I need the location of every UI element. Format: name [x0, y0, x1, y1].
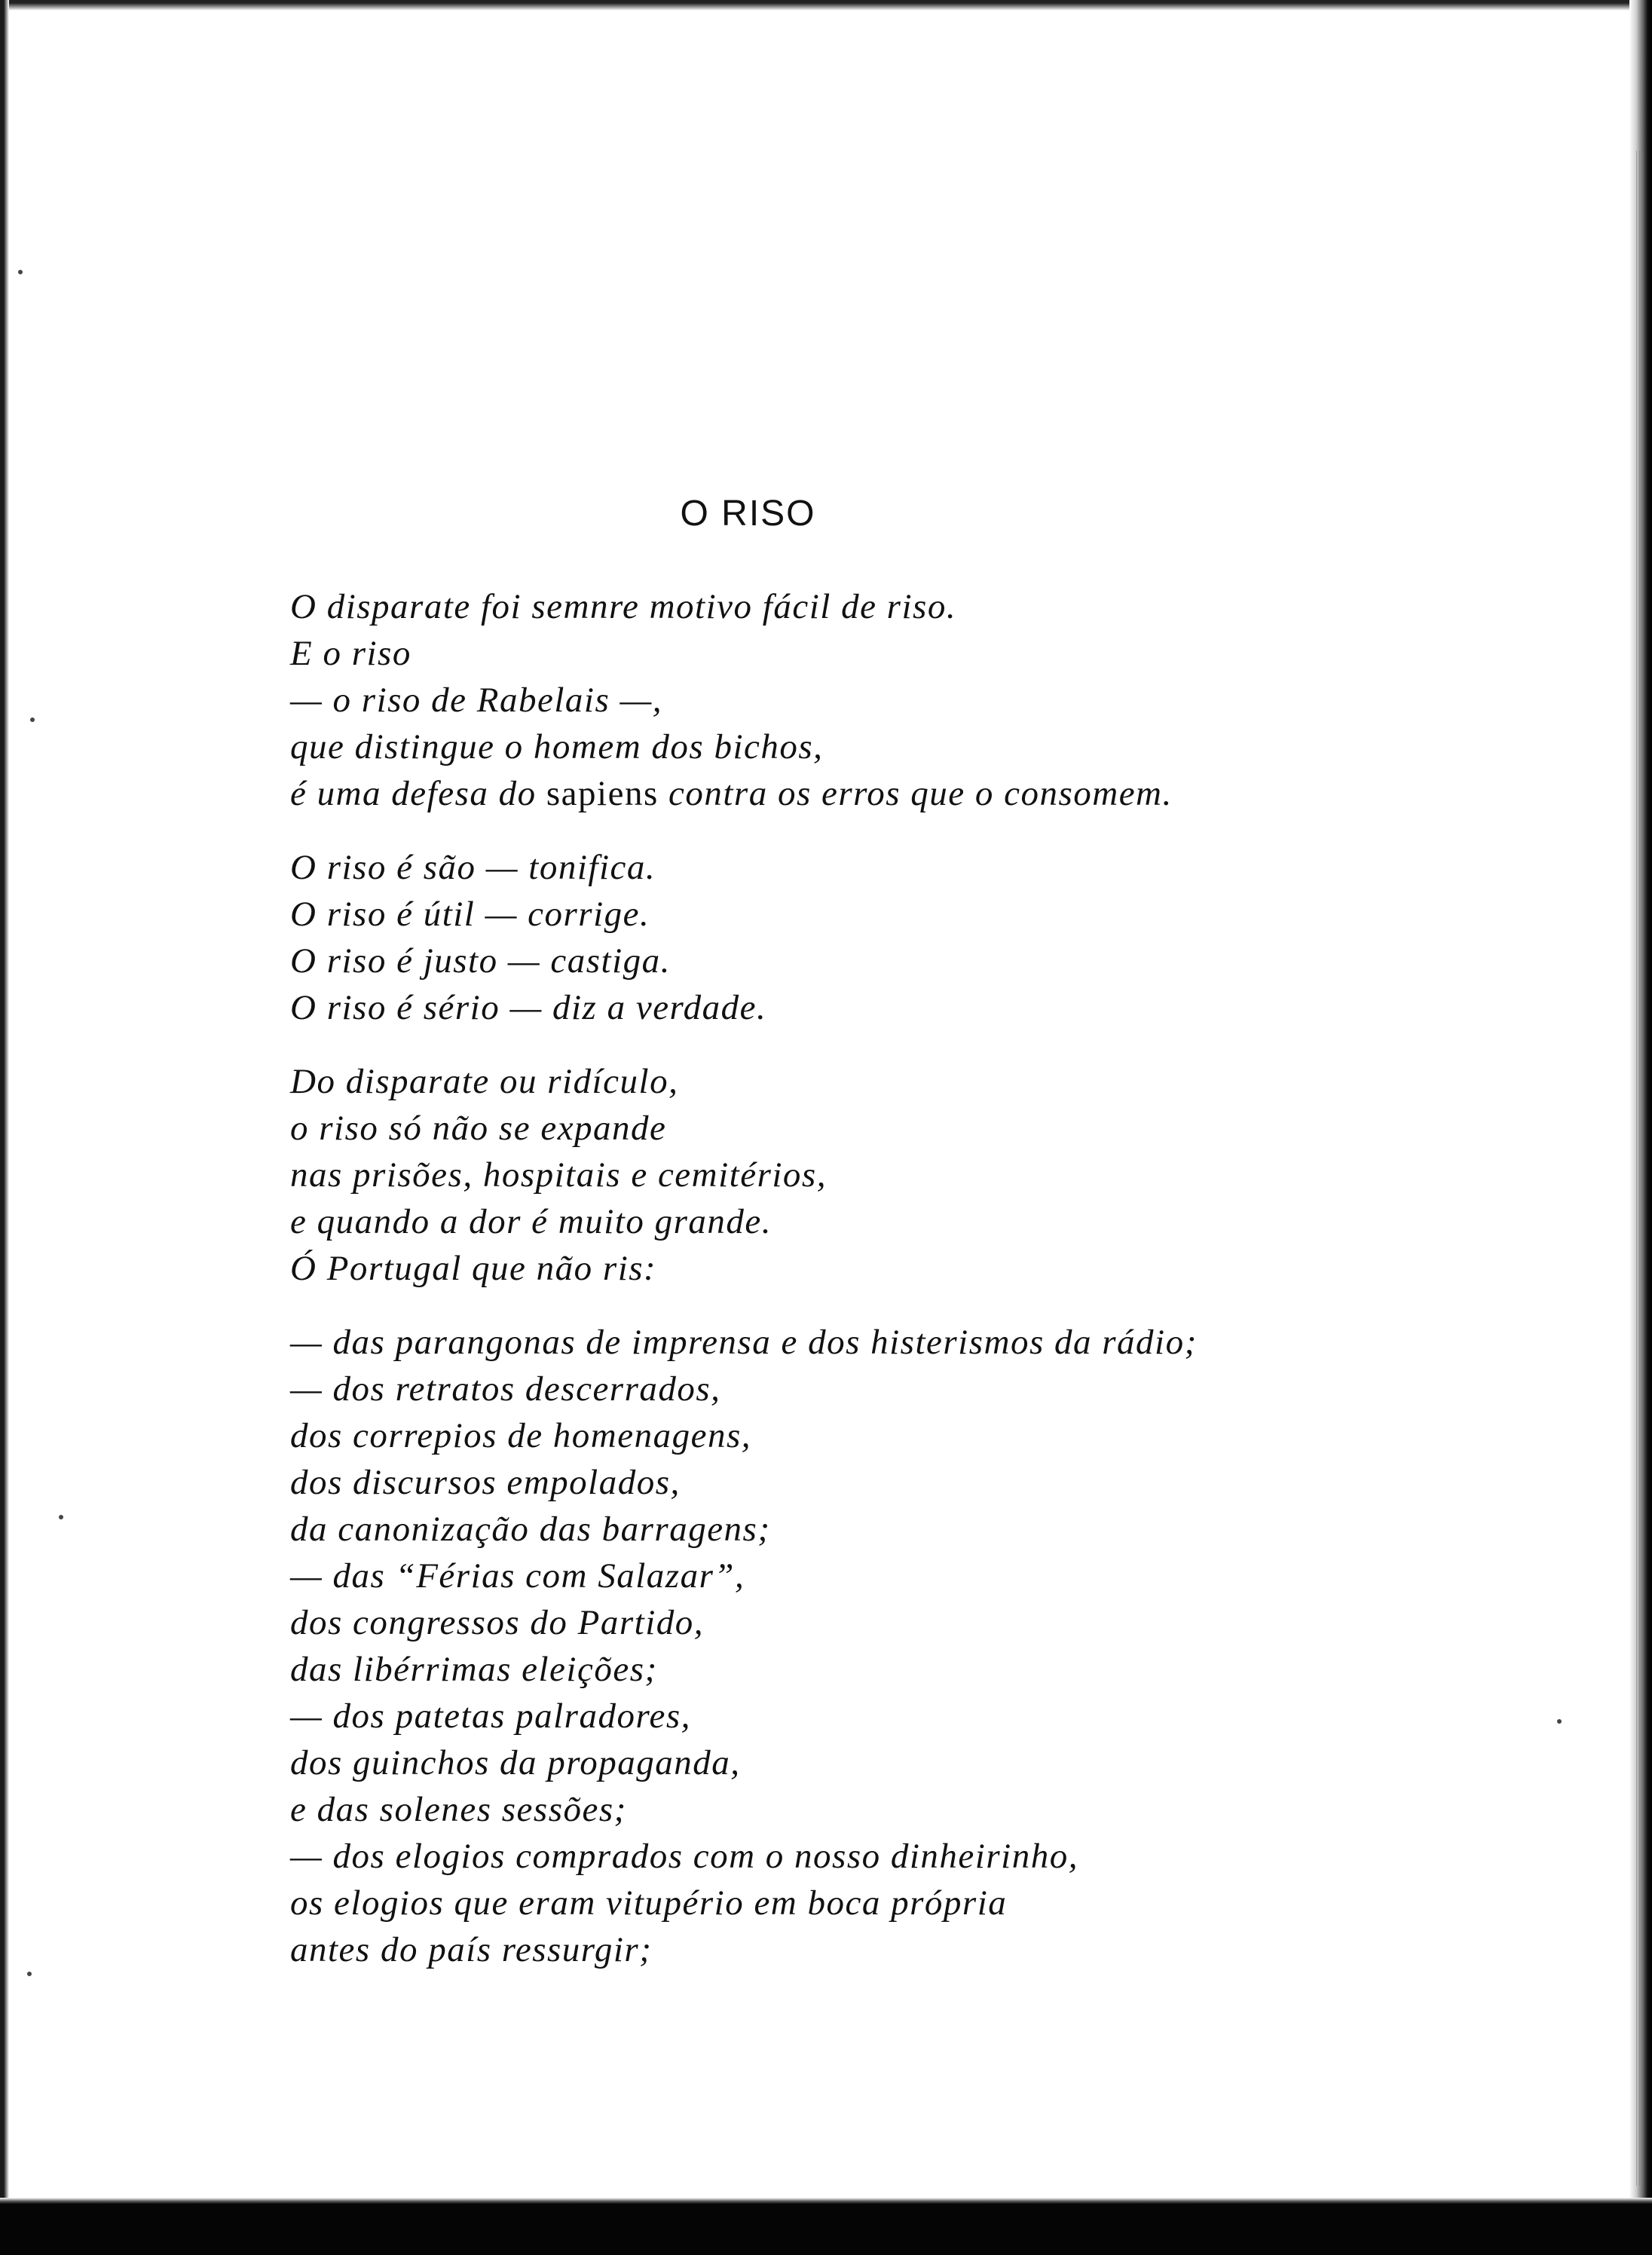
poem-line: nas prisões, hospitais e cemitérios, [290, 1155, 827, 1195]
poem-line: — das parangonas de imprensa e dos histerismos da rádio; [290, 1323, 1198, 1362]
scan-speck [30, 718, 35, 722]
poem-stanza [290, 844, 1534, 1031]
poem-line: e quando a dor é muito grande. [290, 1202, 772, 1241]
scan-speck [59, 1515, 63, 1519]
poem-line: antes do país ressurgir; [290, 1930, 653, 1969]
poem-line: — dos retratos descerrados, [290, 1369, 721, 1409]
poem-line: E o riso [290, 634, 411, 673]
poem-line: Do disparate ou ridículo, [290, 1062, 679, 1101]
poem-line: dos correpios de homenagens, [290, 1416, 752, 1455]
poem-line: dos congressos do Partido, [290, 1603, 705, 1642]
poem-body [290, 583, 1534, 2000]
poem-line: da canonização das barragens; [290, 1510, 771, 1549]
poem-line: o riso só não se expande [290, 1109, 667, 1148]
poem-title: O RISO [680, 494, 816, 534]
scan-speck [1557, 1719, 1562, 1724]
poem-line [290, 770, 1534, 817]
poem-line-segment: é uma defesa do [290, 774, 546, 813]
poem-line: O riso é útil — corrige. [290, 895, 650, 934]
poem-line: dos guinchos da propaganda, [290, 1743, 741, 1782]
poem-line: dos discursos empolados, [290, 1463, 681, 1502]
poem-line: — dos elogios comprados com o nosso dinheirinho, [290, 1837, 1078, 1876]
scan-edge-bottom-line [0, 2198, 1652, 2204]
poem-line: das libérrimas eleições; [290, 1650, 658, 1689]
poem-line: e das solenes sessões; [290, 1790, 627, 1829]
poem-line: O riso é justo — castiga. [290, 941, 671, 981]
poem-line: — o riso de Rabelais —, [290, 681, 663, 720]
poem-line: que distingue o homem dos bichos, [290, 727, 824, 766]
poem-stanza [290, 1058, 1534, 1292]
poem-line: Ó Portugal que não ris: [290, 1249, 657, 1288]
scan-edge-left [0, 0, 9, 2255]
poem-line: O disparate foi semnre motivo fácil de riso. [290, 587, 957, 626]
scan-edge-right-texture [1634, 151, 1644, 2186]
poem-stanza [290, 583, 1534, 817]
poem-line: — dos patetas palradores, [290, 1697, 691, 1736]
scan-edge-bottom [0, 2204, 1652, 2255]
poem-line: O riso é sério — diz a verdade. [290, 988, 767, 1027]
scan-speck [18, 270, 23, 274]
poem-line-upright-word: sapiens [546, 774, 659, 813]
scan-edge-top [0, 0, 1652, 11]
poem-line: — das “Férias com Salazar”, [290, 1556, 745, 1596]
poem-line: os elogios que eram vitupério em boca própria [290, 1883, 1008, 1923]
poem-line: O riso é são — tonifica. [290, 848, 656, 887]
scan-speck [27, 1972, 32, 1976]
poem-line-segment: contra os erros que o consomem. [658, 774, 1173, 813]
poem-stanza [290, 1319, 1534, 1973]
